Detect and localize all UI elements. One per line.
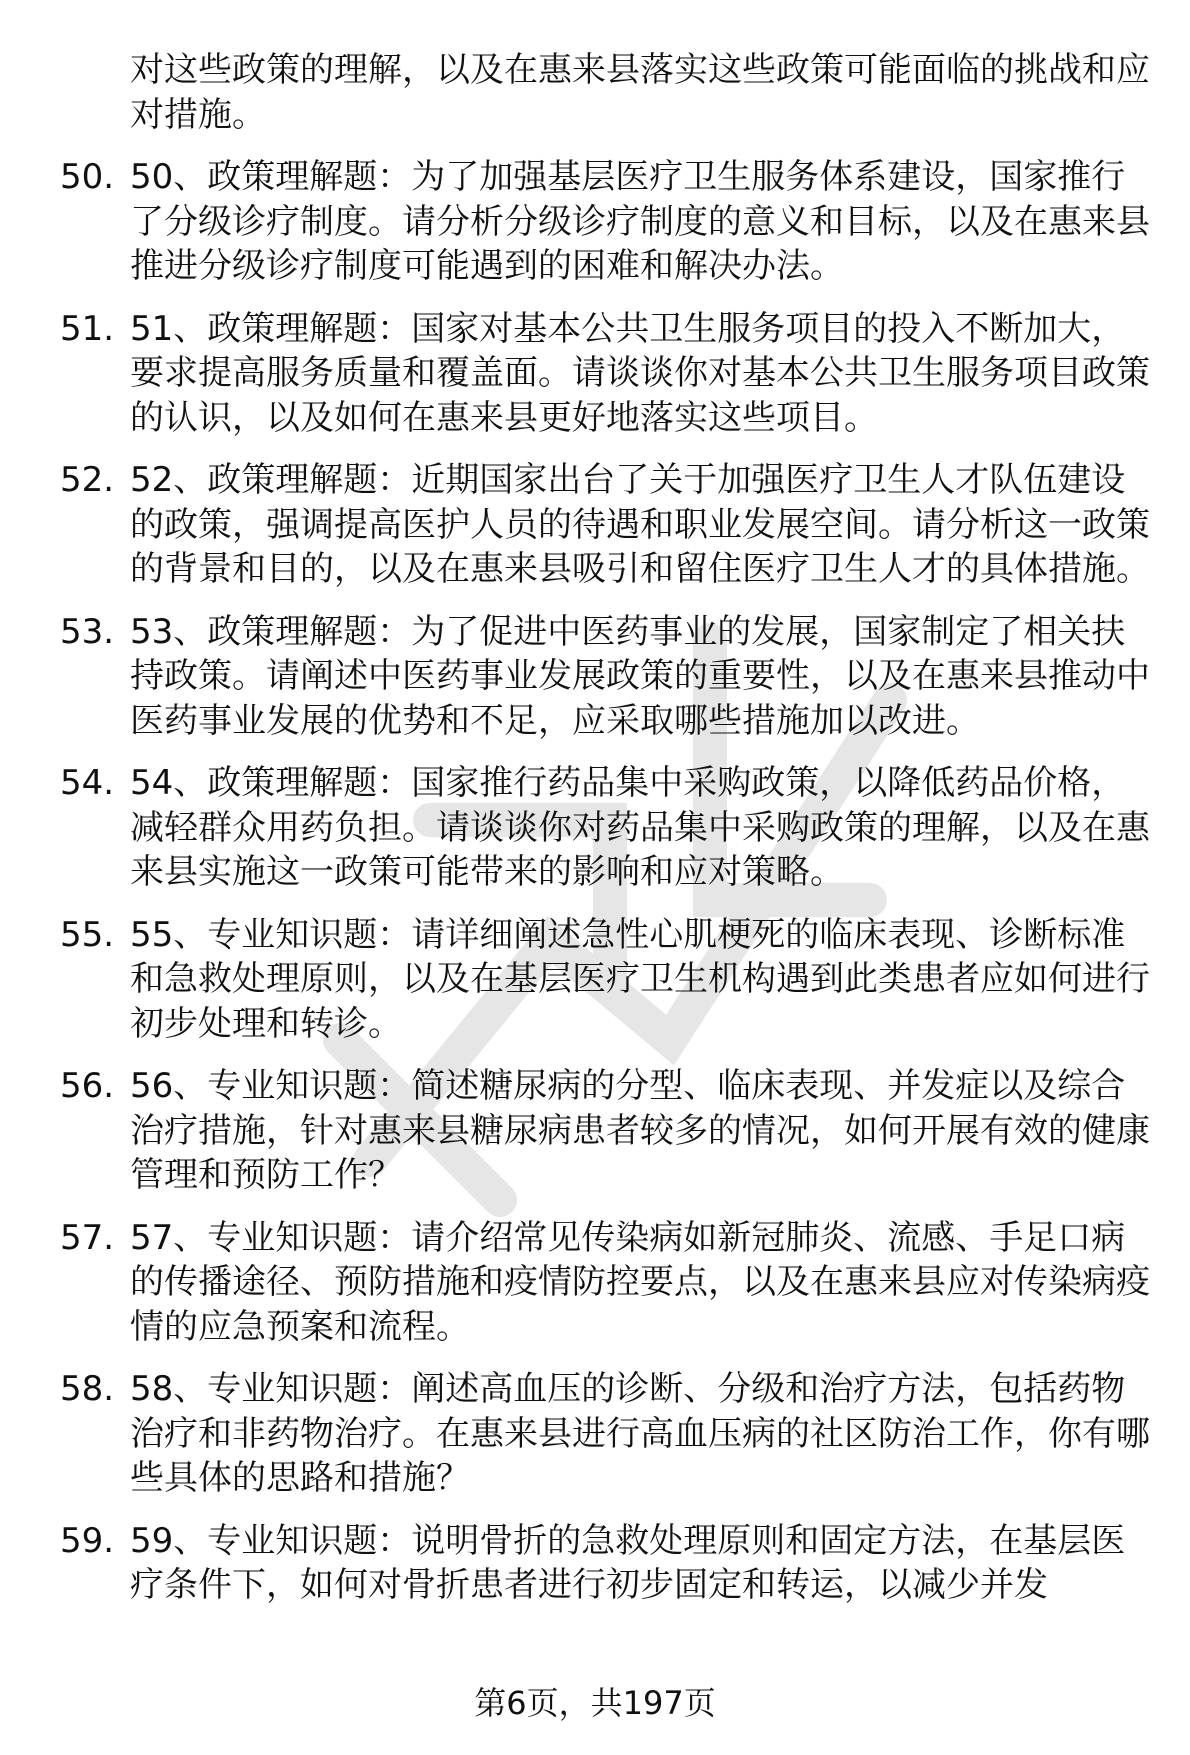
list-item <box>60 307 1150 441</box>
question-text: 55、专业知识题：请详细阐述急性心肌梗死的临床表现、诊断标准和急救处理原则，以及在基层医疗卫生机构遇到此类患者应如何进行初步处理和转诊。 <box>130 914 1150 1044</box>
question-text: 56、专业知识题：简述糖尿病的分型、临床表现、并发症以及综合治疗措施，针对惠来县糖尿病患者较多的情况，如何开展有效的健康管理和预防工作？ <box>130 1066 1150 1195</box>
list-number: 52. <box>60 460 115 500</box>
list-number: 55. <box>60 914 115 955</box>
question-text: 50、政策理解题：为了加强基层医疗卫生服务体系建设，国家推行了分级诊疗制度。请分析分级诊疗制度的意义和目标，以及在惠来县推进分级诊疗制度可能遇到的困难和解决办法。 <box>130 157 1150 286</box>
list-number: 59. <box>60 1520 115 1561</box>
question-text: 54、政策理解题：国家推行药品集中采购政策，以降低药品价格，减轻群众用药负担。请谈谈你对药品集中采购政策的理解，以及在惠来县实施这一政策可能带来的影响和应对策略。 <box>130 763 1150 892</box>
list-item <box>60 155 1150 289</box>
list-number: 51. <box>60 308 115 349</box>
continuation-paragraph <box>60 48 1150 137</box>
question-text: 57、专业知识题：请介绍常见传染病如新冠肺炎、流感、手足口病的传播途径、预防措施和疫情防控要点，以及在惠来县应对传染病疫情的应急预案和流程。 <box>130 1217 1150 1347</box>
list-number: 58. <box>60 1369 115 1409</box>
list-number: 57. <box>60 1217 115 1258</box>
question-text: 52、政策理解题：近期国家出台了关于加强医疗卫生人才队伍建设的政策，强调提高医护人员的待遇和职业发展空间。请分析这一政策的背景和目的，以及在惠来县吸引和留住医疗卫生人才的具体措施。 <box>130 460 1150 589</box>
list-number: 53. <box>60 611 115 652</box>
question-text: 58、专业知识题：阐述高血压的诊断、分级和治疗方法，包括药物治疗和非药物治疗。在惠来县进行高血压病的社区防治工作，你有哪些具体的思路和措施？ <box>130 1369 1150 1498</box>
paragraph-text: 对这些政策的理解，以及在惠来县落实这些政策可能面临的挑战和应对措施。 <box>130 50 1150 135</box>
list-number: 54. <box>60 763 115 803</box>
list-number: 56. <box>60 1066 115 1106</box>
question-text: 59、专业知识题：说明骨折的急救处理原则和固定方法，在基层医疗条件下，如何对骨折患者进行初步固定和转运，以减少并发 <box>130 1520 1126 1605</box>
list-item <box>60 1367 1150 1501</box>
list-item <box>60 1064 1150 1198</box>
list-item <box>60 458 1150 592</box>
question-text: 51、政策理解题：国家对基本公共卫生服务项目的投入不断加大，要求提高服务质量和覆盖面。请谈谈你对基本公共卫生服务项目政策的认识，以及如何在惠来县更好地落实这些项目。 <box>130 308 1150 438</box>
question-list <box>60 48 1150 1626</box>
list-number: 50. <box>60 157 115 197</box>
list-item <box>60 1216 1150 1350</box>
list-item <box>60 1519 1150 1608</box>
list-item <box>60 761 1150 895</box>
list-item <box>60 610 1150 744</box>
list-item <box>60 913 1150 1047</box>
question-text: 53、政策理解题：为了促进中医药事业的发展，国家制定了相关扶持政策。请阐述中医药事业发展政策的重要性，以及在惠来县推动中医药事业发展的优势和不足，应采取哪些措施加以改进。 <box>130 611 1150 741</box>
page-footer: 第6页，共197页 <box>474 1684 716 1722</box>
